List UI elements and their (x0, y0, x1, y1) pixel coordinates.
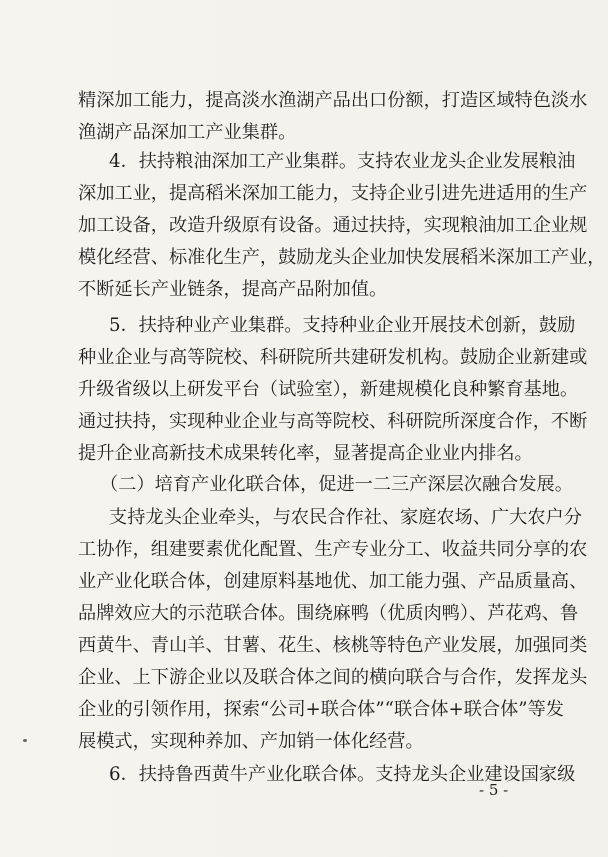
text-line: 不断延长产业链条，提高产品附加值。 (78, 279, 388, 300)
text-line: 展模式，实现种养加、产加销一体化经营。 (78, 731, 424, 752)
scan-dot-mark (23, 739, 27, 742)
text-line: 深加工业，提高稻米深加工能力，支持企业引进先进适用的生产 (78, 183, 588, 204)
text-line: 业产业化联合体，创建原料基地优、加工能力强、产品质量高、 (78, 571, 588, 592)
section-heading: （二）培育产业化联合体，促进一二三产深层次融合发展。 (100, 474, 573, 495)
text-line: 品牌效应大的示范联合体。围绕麻鸭（优质肉鸭）、芦花鸡、鲁 (78, 603, 579, 624)
text-line: 提升企业高新技术成果转化率，显著提高企业业内排名。 (78, 443, 533, 464)
text-line: 加工设备，改造升级原有设备。通过扶持，实现粮油加工企业规 (78, 215, 588, 236)
text-line: 工协作，组建要素优化配置、生产专业分工、收益共同分享的农 (78, 539, 588, 560)
text-line: 企业、上下游企业以及联合体之间的横向联合与合作，发挥龙头 (78, 667, 588, 688)
text-line: 精深加工能力，提高淡水渔湖产品出口份额，打造区域特色淡水 (78, 90, 588, 111)
text-line: 西黄牛、青山羊、甘薯、花生、核桃等特色产业发展，加强同类 (78, 635, 588, 656)
text-line: 4．扶持粮油深加工产业集群。支持农业龙头企业发展粮油 (109, 151, 576, 172)
text-line: 模化经营、标准化生产，鼓励龙头企业加快发展稻米深加工产业， (78, 247, 606, 268)
page-number: - 5 - (479, 781, 509, 799)
text-line: 升级省级以上研发平台（试验室），新建规模化良种繁育基地。 (78, 379, 579, 400)
text-line: 5．扶持种业产业集群。支持种业企业开展技术创新，鼓励 (109, 315, 576, 336)
text-line: 种业企业与高等院校、科研院所共建研发机构。鼓励企业新建或 (78, 347, 588, 368)
text-line: 6．扶持鲁西黄牛产业化联合体。支持龙头企业建设国家级 (109, 764, 576, 785)
text-line: 企业的引领作用，探索“公司+联合体”“联合体+联合体”等发 (78, 699, 564, 720)
text-line: 渔湖产品深加工产业集群。 (78, 122, 297, 143)
text-line: 通过扶持，实现种业企业与高等院校、科研院所深度合作，不断 (78, 411, 588, 432)
text-line: 支持龙头企业牵头，与农民合作社、家庭农场、广大农户分 (109, 507, 582, 528)
